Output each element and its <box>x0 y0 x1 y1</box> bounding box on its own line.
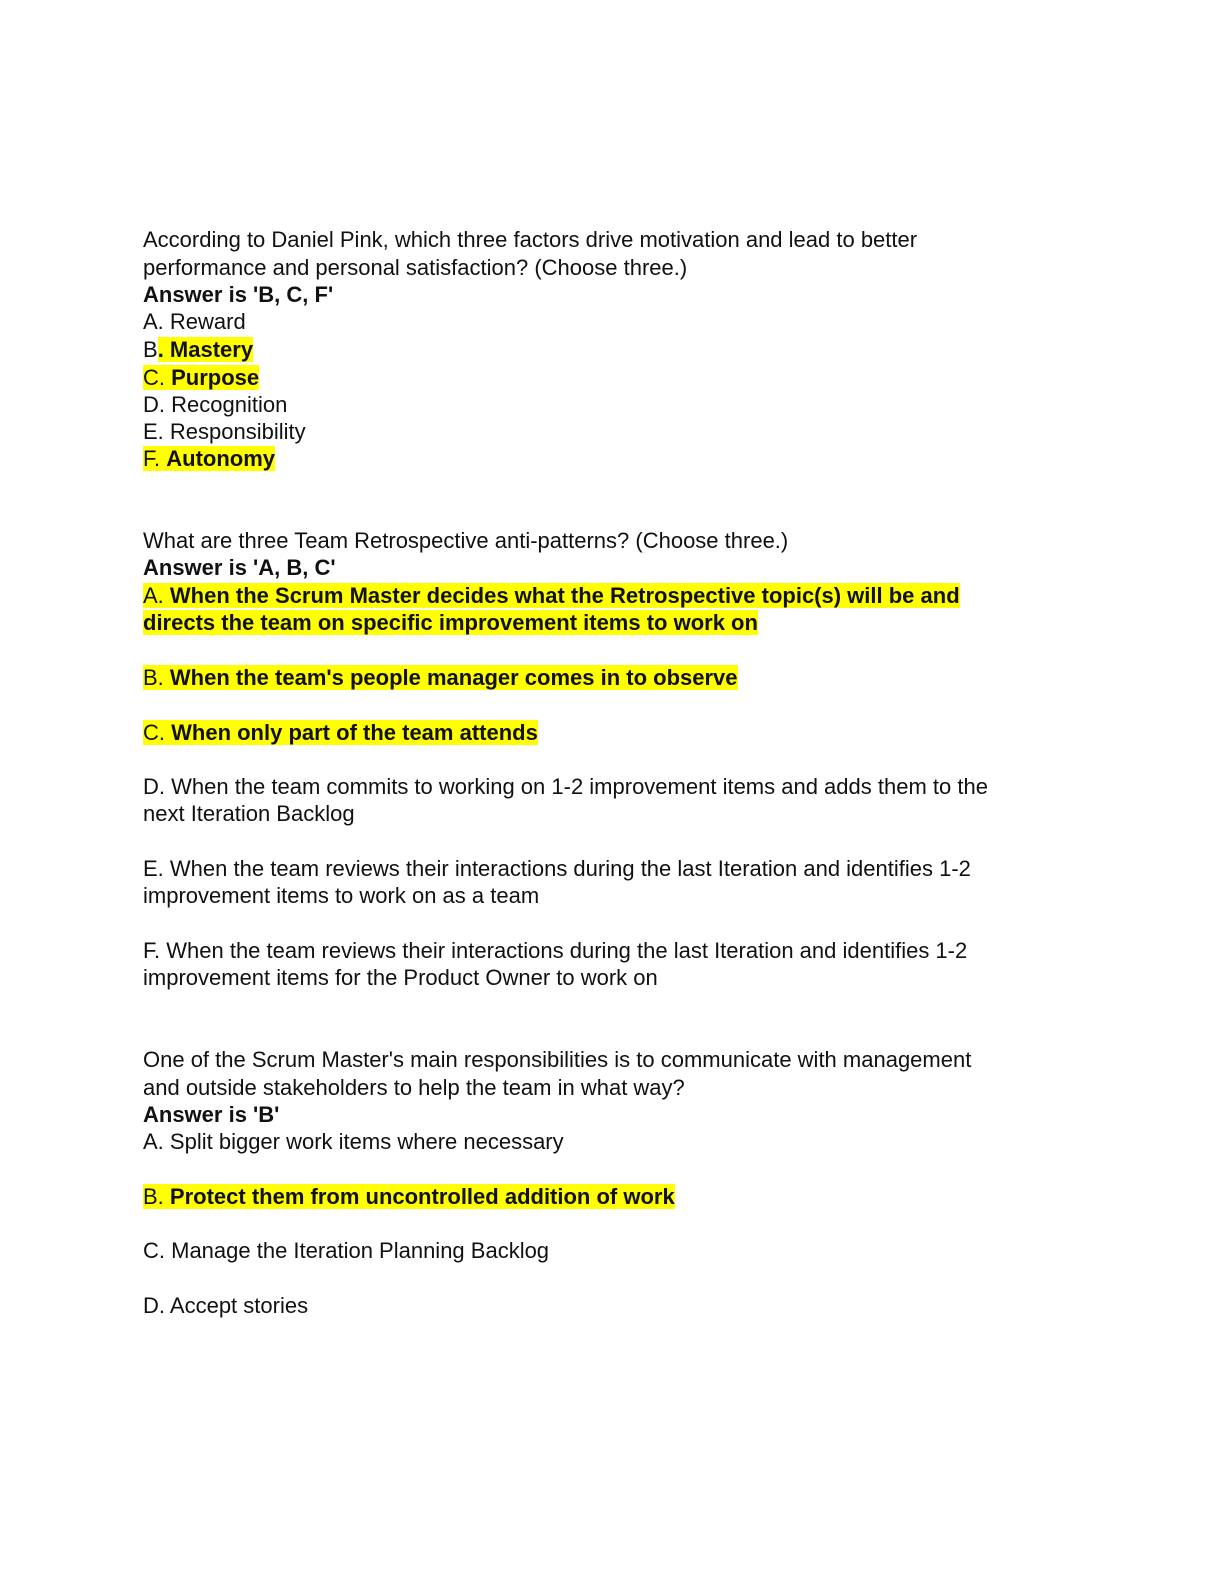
option-text-highlighted: directs the team on specific improvement items to work on <box>143 610 758 635</box>
q3-option-c <box>143 1237 549 1264</box>
question-1-text-line-1: According to Daniel Pink, which three factors drive motivation and lead to better <box>143 227 918 252</box>
option-letter: B. <box>143 1184 164 1209</box>
q1-option-c <box>143 364 259 391</box>
option-text: Accept stories <box>169 1293 309 1318</box>
question-3-answer: Answer is 'B' <box>143 1102 280 1127</box>
option-text: When the team reviews their interactions during the last Iteration and identifies 1-2 <box>166 938 968 963</box>
option-letter: E. <box>143 419 164 444</box>
q1-option-f <box>143 445 275 472</box>
option-text-highlighted: Protect them from uncontrolled addition of work <box>169 1184 675 1209</box>
option-letter: B <box>143 337 158 362</box>
option-text: When the team commits to working on 1-2 improvement items and adds them to the <box>171 774 988 799</box>
q2-option-b <box>143 664 738 691</box>
option-text-highlighted: . Mastery <box>157 337 254 362</box>
question-2-text-line-1: What are three Team Retrospective anti-patterns? (Choose three.) <box>143 528 789 553</box>
q3-option-d <box>143 1292 308 1319</box>
q2-option-c <box>143 719 538 746</box>
option-letter: E. <box>143 856 164 881</box>
option-text: Recognition <box>171 392 288 417</box>
option-letter: F. <box>143 446 161 471</box>
q3-option-a <box>143 1128 564 1155</box>
option-text: Split bigger work items where necessary <box>169 1129 564 1154</box>
option-letter: C. <box>143 720 165 745</box>
option-text-highlighted: Autonomy <box>166 446 276 471</box>
option-letter: D. <box>143 774 165 799</box>
option-letter: F. <box>143 938 161 963</box>
q2-option-d-line-1 <box>143 773 988 800</box>
q1-option-b <box>143 336 253 363</box>
question-1-answer: Answer is 'B, C, F' <box>143 282 334 307</box>
option-letter: C. <box>143 1238 165 1263</box>
option-letter: D. <box>143 1293 165 1318</box>
q1-option-a <box>143 308 246 335</box>
q2-option-e-line-2: improvement items to work on as a team <box>143 883 540 908</box>
option-letter: A. <box>143 1129 164 1154</box>
q2-option-e-line-1 <box>143 855 971 882</box>
q3-option-b <box>143 1183 675 1210</box>
option-text: When the team reviews their interactions during the last Iteration and identifies 1-2 <box>169 856 971 881</box>
q2-option-f-line-2: improvement items for the Product Owner to work on <box>143 965 658 990</box>
option-letter: A. <box>143 309 164 334</box>
q2-option-f-line-1 <box>143 937 967 964</box>
question-3-text-line-1: One of the Scrum Master's main responsibilities is to communicate with management <box>143 1047 972 1072</box>
option-text: Reward <box>169 309 246 334</box>
question-3-text-line-2: and outside stakeholders to help the team in what way? <box>143 1075 685 1100</box>
option-letter: B. <box>143 665 164 690</box>
option-text: Responsibility <box>169 419 306 444</box>
option-letter: D. <box>143 392 165 417</box>
q2-option-a-line-1 <box>143 582 960 609</box>
q2-option-d-line-2: next Iteration Backlog <box>143 801 355 826</box>
q1-option-d <box>143 391 287 418</box>
q1-option-e <box>143 418 306 445</box>
option-text-highlighted: When the team's people manager comes in to observe <box>169 665 738 690</box>
q2-option-a-line-2 <box>143 609 758 636</box>
option-text-highlighted: Purpose <box>171 365 260 390</box>
question-1-text-line-2: performance and personal satisfaction? (Choose three.) <box>143 255 688 280</box>
option-text: Manage the Iteration Planning Backlog <box>171 1238 550 1263</box>
option-letter: C. <box>143 365 165 390</box>
question-2-answer: Answer is 'A, B, C' <box>143 555 336 580</box>
option-text-highlighted: When the Scrum Master decides what the Retrospective topic(s) will be and <box>169 583 960 608</box>
option-text-highlighted: When only part of the team attends <box>171 720 538 745</box>
option-letter: A. <box>143 583 164 608</box>
